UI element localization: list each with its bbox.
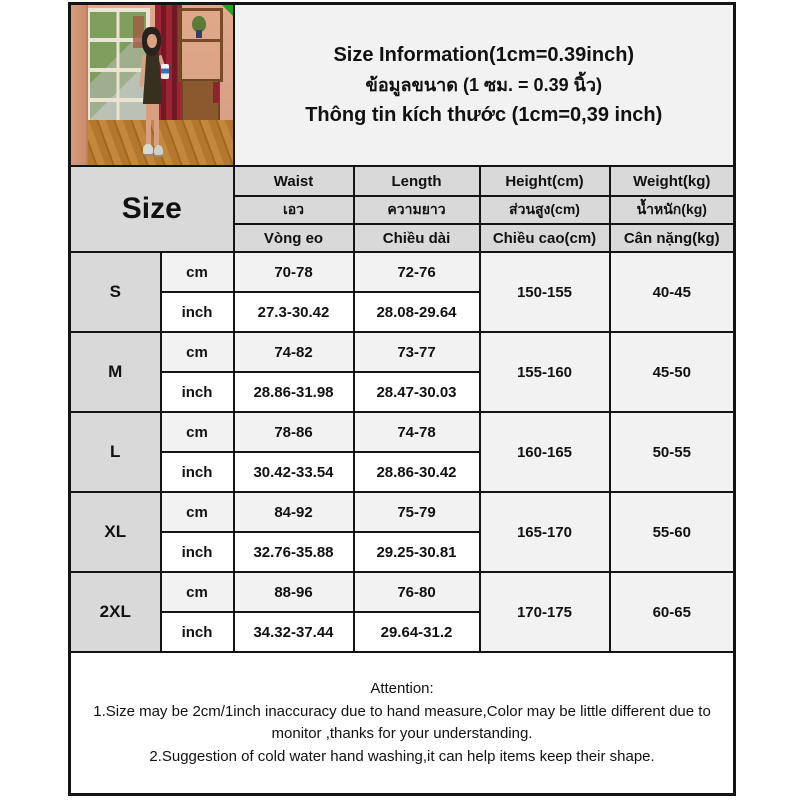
size-label-xl: XL: [70, 492, 161, 572]
waist-cm-value: 84-92: [234, 492, 354, 532]
attention-note: [70, 652, 735, 795]
size-label-m: M: [70, 332, 161, 412]
length-cm-value: 75-79: [354, 492, 480, 532]
attention-note-1: 1.Size may be 2cm/1inch inaccuracy due to hand measure,Color may be little different due to monitor ,thanks for your understanding.: [93, 702, 711, 742]
length-cm-value: 73-77: [354, 332, 480, 372]
photo-foreground-wall: [71, 5, 88, 165]
weight-value: 55-60: [610, 492, 735, 572]
product-photo: [71, 5, 233, 165]
height-value: 155-160: [480, 332, 610, 412]
unit-label-cm: cm: [161, 492, 234, 532]
model-leg: [154, 103, 159, 146]
length-header-vi: Chiều dài: [354, 224, 480, 252]
waist-cm-value: 88-96: [234, 572, 354, 612]
size-label-2xl: 2XL: [70, 572, 161, 652]
model-sneaker: [143, 144, 153, 156]
title-english: Size Information(1cm=0.39inch): [333, 43, 635, 66]
unit-label-cm: cm: [161, 332, 234, 372]
unit-label-inch: inch: [161, 452, 234, 492]
height-header-th: ส่วนสูง(cm): [480, 196, 610, 224]
table-row: [70, 412, 735, 452]
weight-header-vi: Cân nặng(kg): [610, 224, 735, 252]
weight-header-en: Weight(kg): [610, 166, 735, 196]
unit-label-cm: cm: [161, 412, 234, 452]
table-row: [70, 332, 735, 372]
waist-header-th: เอว: [234, 196, 354, 224]
weight-header-th: น้ำหนัก(kg): [610, 196, 735, 224]
height-value: 150-155: [480, 252, 610, 332]
height-value: 170-175: [480, 572, 610, 652]
photo-plant-pot: [196, 30, 201, 37]
photo-shelf: [178, 8, 223, 82]
height-header-en: Height(cm): [480, 166, 610, 196]
waist-inch-value: 30.42-33.54: [234, 452, 354, 492]
model-leg: [146, 103, 151, 146]
weight-value: 60-65: [610, 572, 735, 652]
attention-heading: Attention:: [370, 680, 434, 697]
waist-cm-value: 70-78: [234, 252, 354, 292]
length-inch-value: 28.08-29.64: [354, 292, 480, 332]
attention-note-2: 2.Suggestion of cold water hand washing,it can help items keep their shape.: [149, 747, 655, 765]
unit-label-cm: cm: [161, 572, 234, 612]
green-corner-marker-icon: [222, 5, 233, 16]
length-inch-value: 29.25-30.81: [354, 532, 480, 572]
length-inch-value: 28.86-30.42: [354, 452, 480, 492]
size-label-l: L: [70, 412, 161, 492]
table-row: [70, 492, 735, 532]
table-row: [70, 252, 735, 292]
unit-label-inch: inch: [161, 292, 234, 332]
weight-value: 45-50: [610, 332, 735, 412]
length-header-th: ความยาว: [354, 196, 480, 224]
height-header-vi: Chiều cao(cm): [480, 224, 610, 252]
size-table: [68, 2, 736, 796]
waist-header-en: Waist: [234, 166, 354, 196]
waist-inch-value: 28.86-31.98: [234, 372, 354, 412]
length-inch-value: 29.64-31.2: [354, 612, 480, 652]
unit-label-inch: inch: [161, 532, 234, 572]
waist-cm-value: 74-82: [234, 332, 354, 372]
model-sneaker: [154, 145, 164, 157]
model-face: [147, 34, 157, 48]
height-value: 165-170: [480, 492, 610, 572]
waist-inch-value: 27.3-30.42: [234, 292, 354, 332]
length-header-en: Length: [354, 166, 480, 196]
unit-label-inch: inch: [161, 372, 234, 412]
photo-wood-floor: [71, 120, 233, 165]
waist-inch-value: 32.76-35.88: [234, 532, 354, 572]
product-photo-cell: [70, 4, 234, 167]
unit-label-inch: inch: [161, 612, 234, 652]
model-cup: [161, 64, 169, 78]
weight-value: 40-45: [610, 252, 735, 332]
length-inch-value: 28.47-30.03: [354, 372, 480, 412]
unit-label-cm: cm: [161, 252, 234, 292]
length-cm-value: 74-78: [354, 412, 480, 452]
waist-cm-value: 78-86: [234, 412, 354, 452]
length-cm-value: 76-80: [354, 572, 480, 612]
table-row: [70, 572, 735, 612]
photo-red-vase: [213, 82, 219, 103]
length-cm-value: 72-76: [354, 252, 480, 292]
title-cell: [234, 4, 735, 167]
title-thai: ข้อมูลขนาด (1 ซม. = 0.39 นิ้ว): [365, 74, 602, 95]
height-value: 160-165: [480, 412, 610, 492]
weight-value: 50-55: [610, 412, 735, 492]
size-column-header: Size: [70, 166, 234, 252]
waist-inch-value: 34.32-37.44: [234, 612, 354, 652]
size-label-s: S: [70, 252, 161, 332]
waist-header-vi: Vòng eo: [234, 224, 354, 252]
title-vietnamese: Thông tin kích thước (1cm=0,39 inch): [305, 104, 663, 127]
